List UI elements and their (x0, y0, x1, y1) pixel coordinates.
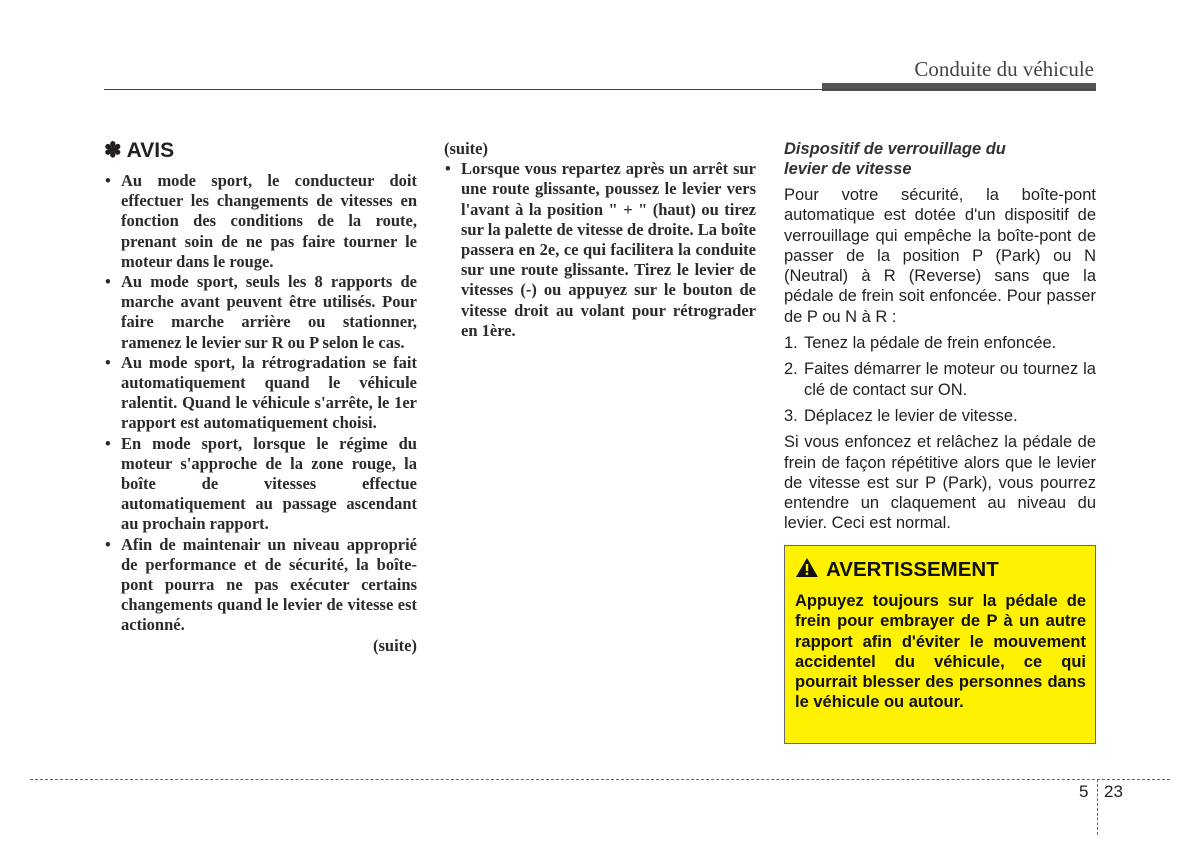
warning-box (784, 545, 1096, 744)
footer-divider (1097, 779, 1098, 835)
section-heading-line: levier de vitesse (784, 160, 912, 178)
step-text: Déplacez le levier de vitesse. (804, 406, 1018, 425)
asterisk-icon: ✽ (104, 139, 122, 162)
step-item (784, 406, 1096, 426)
notice-column (104, 138, 417, 656)
step-text: Faites démarrer le moteur ou tournez la clé de contact sur ON. (804, 360, 1096, 399)
page-number: 23 (1104, 782, 1123, 801)
steps-list (784, 333, 1096, 426)
step-number: 3. (784, 406, 798, 425)
warning-triangle-icon (795, 557, 819, 583)
step-item (784, 359, 1096, 400)
running-header: Conduite du véhicule (914, 57, 1094, 81)
notice-title: AVIS (126, 139, 175, 162)
notice-item: • Afin de maintenair un niveau approprié de performance et de sécurité, la boîte-pont pourra ne pas exécuter certains changements quand le levier de vitesse est actionné. (104, 535, 417, 636)
notice-continued-list (444, 159, 756, 341)
step-item (784, 333, 1096, 353)
step-number: 1. (784, 334, 798, 353)
header-rule (104, 89, 1096, 90)
warning-header (795, 557, 1086, 583)
warning-text: Appuyez toujours sur la pédale de frein pour embrayer de P à un autre rapport afin d'éviter le mouvement accidentel du véhicule, ce qui pourrait blesser des personnes dans le véhicule ou autour. (795, 592, 1086, 712)
notice-heading (104, 138, 417, 163)
notice-item: • Lorsque vous repartez après un arrêt sur une route glissante, poussez le levier vers l'avant à la position " + " (haut) ou tirez sur la palette de vitesse de droite. La boîte passera en 2e, ce qui facilitera la conduite sur une route glissante. Tirez le levier de vitesses (-) ou appuyez sur le bouton de vitesse droit au volant pour rétrograder en 1ère. (444, 159, 756, 341)
notice-item: • En mode sport, lorsque le régime du moteur s'approche de la zone rouge, la boîte de vitesses effectue automatiquement au passage ascendant au prochain rapport. (104, 434, 417, 535)
notice-item: • Au mode sport, le conducteur doit effectuer les changements de vitesses en fonction des conditions de la route, prenant soin de ne pas faire tourner le moteur dans le rouge. (104, 171, 417, 272)
section-heading (784, 139, 1096, 179)
intro-paragraph: Pour votre sécurité, la boîte-pont automatique est dotée d'un dispositif de verrouillage qui empêche la boîte-pont de passer de la position P (Park) ou N (Neutral) à R (Reverse) sans que la pédale de frein soit enfoncée. Pour passer de P ou N à R : (784, 186, 1096, 326)
footer-rule (30, 779, 1170, 780)
warning-title: AVERTISSEMENT (826, 558, 999, 581)
chapter-number: 5 (1079, 782, 1089, 801)
notice-item: • Au mode sport, seuls les 8 rapports de marche avant peuvent être utilisés. Pour faire marche arrière ou stationner, ramenez le levier sur R ou P selon le cas. (104, 272, 417, 353)
shift-lock-section (784, 139, 1096, 540)
continued-heading: (suite) (444, 139, 488, 158)
step-text: Tenez la pédale de frein enfoncée. (804, 334, 1057, 353)
section-heading-line: Dispositif de verrouillage du (784, 140, 1006, 158)
step-number: 2. (784, 360, 798, 379)
notice-continued-column (444, 139, 756, 341)
notice-list (104, 171, 417, 636)
notice-item: • Au mode sport, la rétrogradation se fait automatiquement quand le véhicule ralentit. Quand le véhicule s'arrête, le 1er rapport est automatiquement choisi. (104, 353, 417, 434)
continued-label: (suite) (373, 635, 417, 655)
note-paragraph: Si vous enfoncez et relâchez la pédale de frein de façon répétitive alors que le levier de vitesse est sur P (Park), vous pourrez entendre un claquement au niveau du levier. Ceci est normal. (784, 433, 1096, 533)
